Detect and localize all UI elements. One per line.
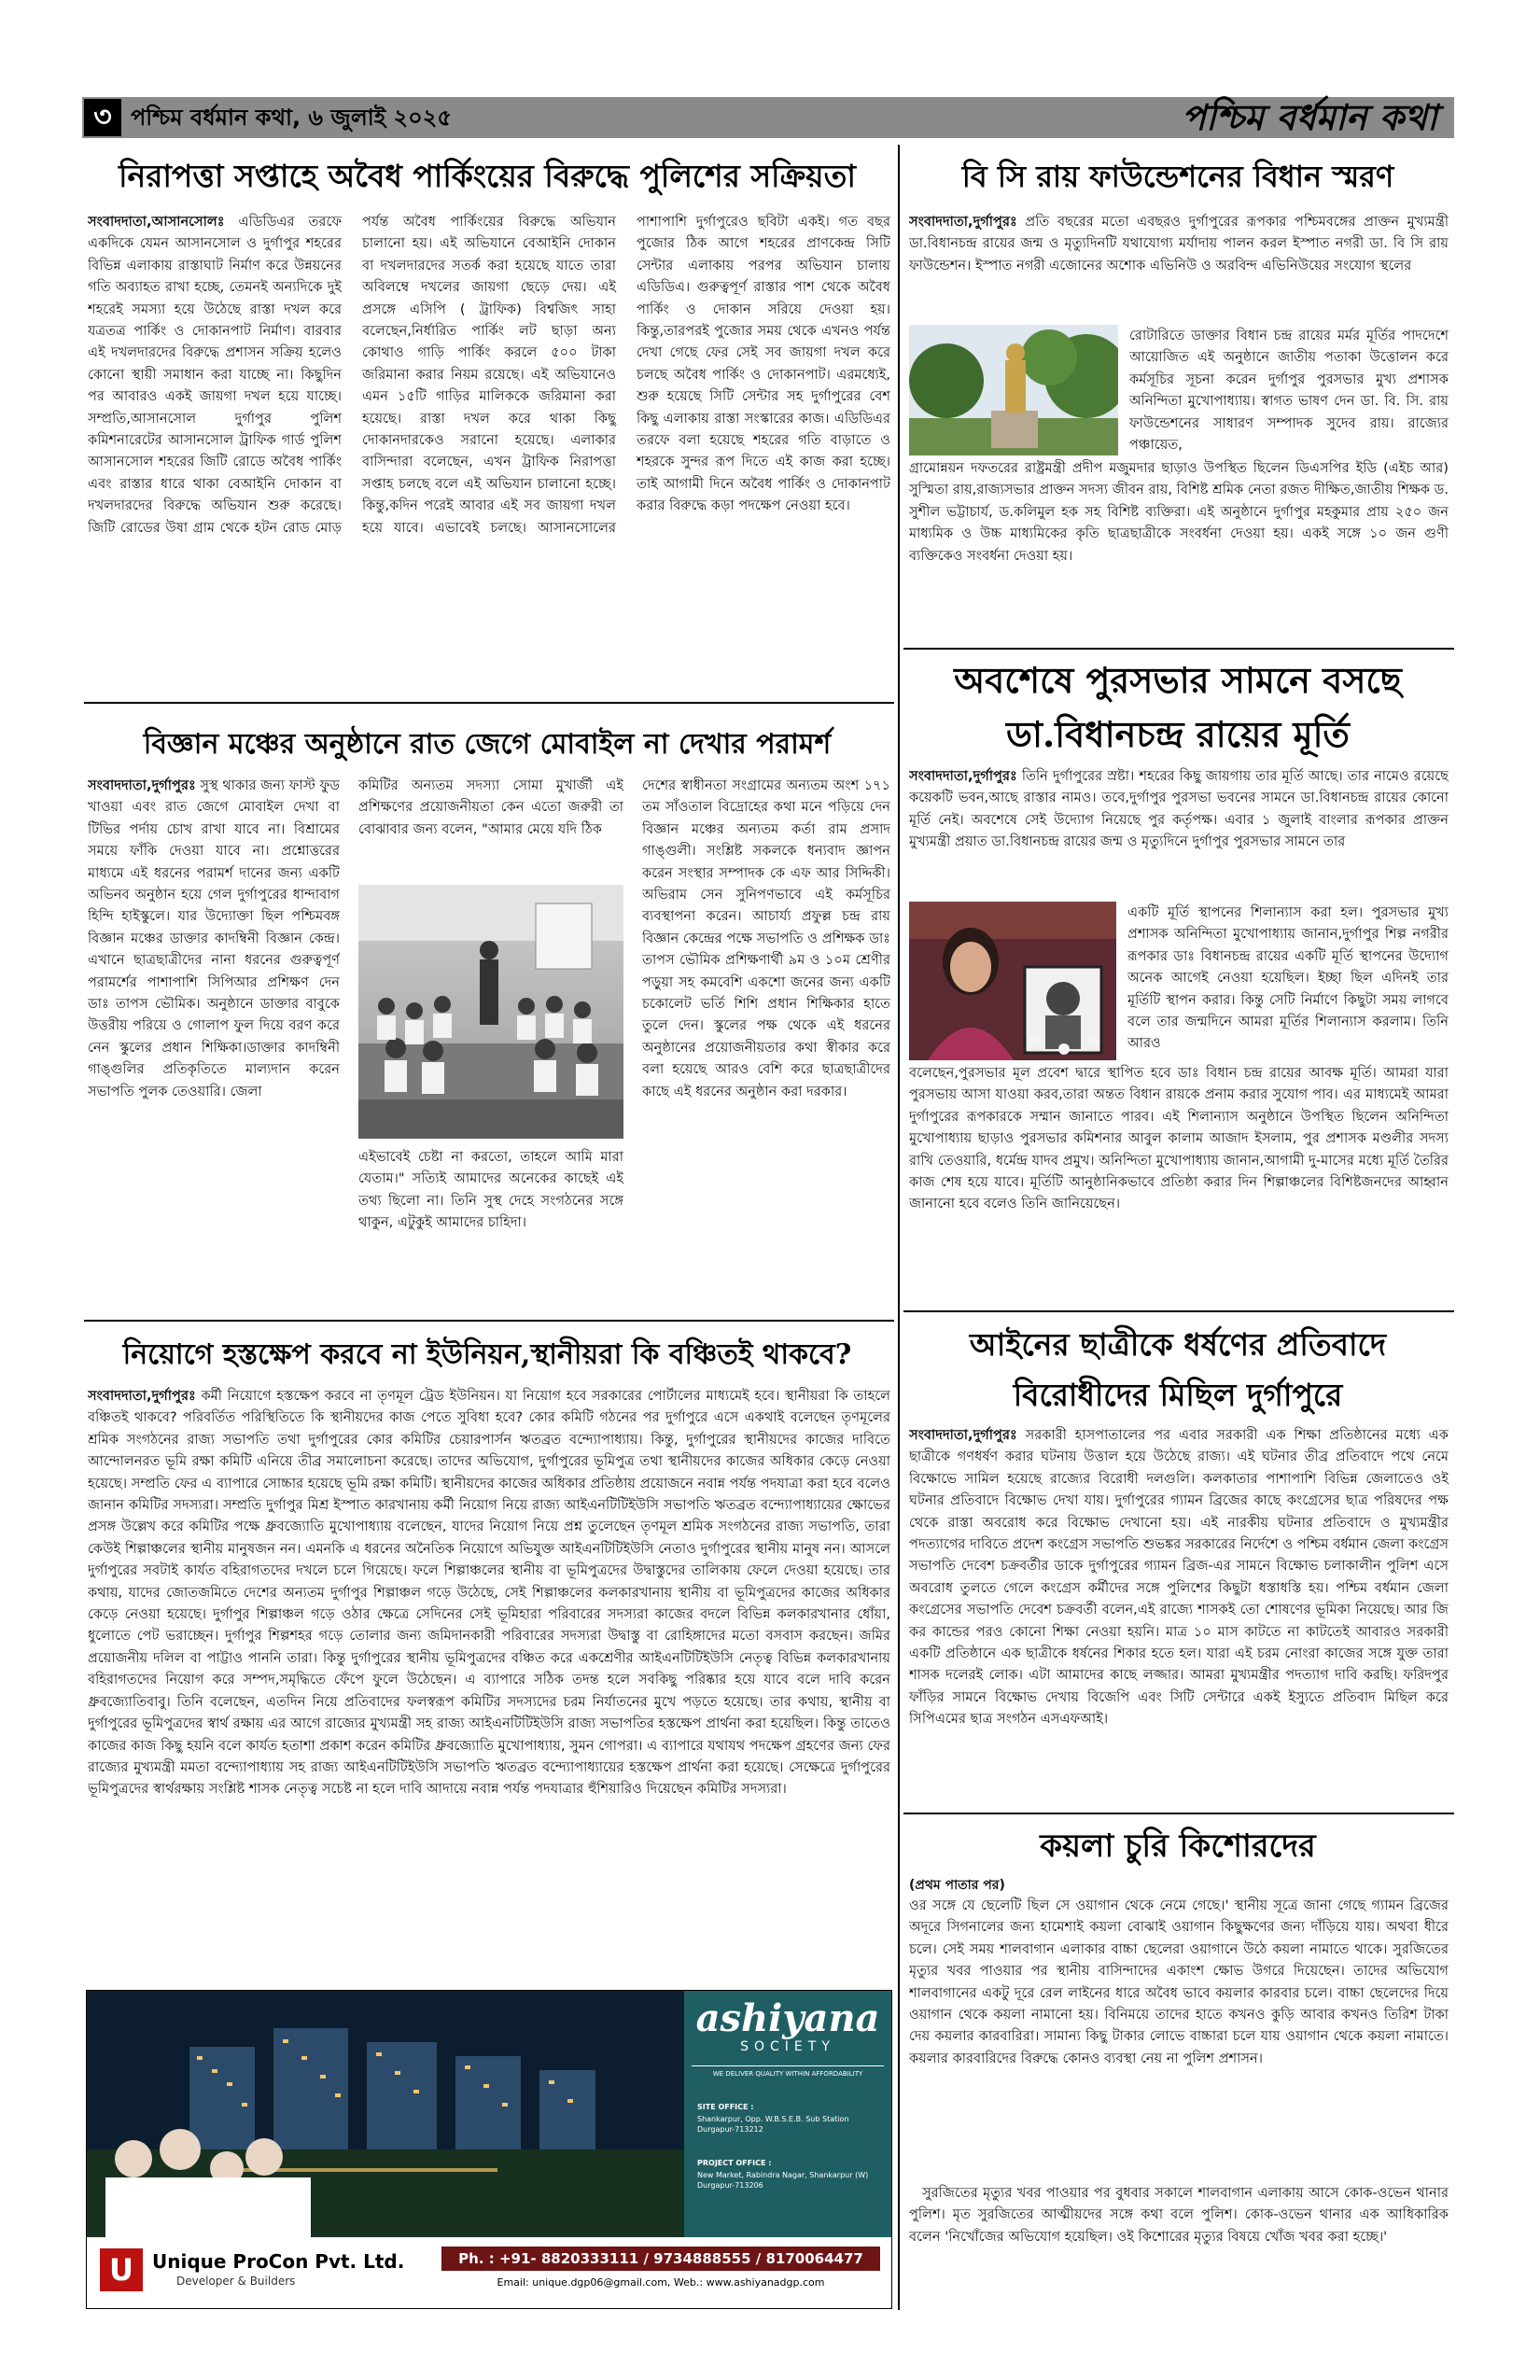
protest-text: সরকারী হাসপাতালের পর এবার সরকারী এক শিক্ষা প্রতিষ্ঠানের মধ্যে এক ছাত্রীকে গণধর্ষণ করার ঘটনায় উত্তাল হয়ে উঠেছে রাজ্য। এই ঘটনার তীব্র প্রতিবাদে পথে নেমে বিক্ষোভে সামিল হয়েছে রাজ্যের বিরোধী দলগুলি। কলকাতার পাশাপাশি বিভিন্ন জেলাতেও ওই ঘটনার প্রতিবাদে বিক্ষোভ দেখা যায়। দুর্গাপুরের গ্যামন ব্রিজের কাছে কংগ্রেসের ছাত্র পরিষদের পক্ষ থেকে রাস্তা অবরোধ করে বিক্ষোভ দেখানো হয়। এই নারকীয় ঘটনার প্রতিবাদে ও মুখ্যমন্ত্রীর পদত্যাগের দাবিতে প্রদেশ কংগ্রেস সভাপতি শুভঙ্কর সরকারের নির্দেশে ও পশ্চিম বর্ধমান জেলা কংগ্রেস সভাপতি দেবেশ চক্রবর্তীর ডাকে দুর্গাপুরের গ্যামন ব্রিজ-এর সামনে বিক্ষোভ চলাকালীন পুলিশ এসে অবরোধ তুলতে গেলে কংগ্রেস কর্মীদের সঙ্গে পুলিশের কিছুটা ধস্তাধস্তি হয়। পশ্চিম বর্ধমান জেলা কংগ্রেসের সভাপতি দেবেশ চক্রবর্তী বলেন,এই রাজ্যে শাসকই তো শোষণের ভূমিকা নিয়েছে। আর জি কর কান্ডের পরও কোনো শিক্ষা নেওয়া হয়নি। মাত্র ১০ মাস কাটতে না কাটতেই আবারও সরকারী একটি প্রতিষ্ঠানে এক ছাত্রীকে ধর্ষনের শিকার হতে হল। যারা এই চরম নোংরা কাজের সঙ্গে যুক্ত তারা শাসক দলেরই লোক। এটা আমাদের কাছে লজ্জার। আমরা মুখ্যমন্ত্রীর পদত্যাগ দাবি করছি। ফরিদপুর ফাঁড়ির সামনে বিক্ষোভ দেখায় বিজেপি এবং সিটি সেন্টারে একই ইস্যুতে প্রতিবাদ মিছিল করে সিপিএমের ছাত্র সংগঠন এসএফআই।	[909, 1427, 1449, 1728]
statue-rest: বলেছেন,পুরসভার মূল প্রবেশ দ্বারে স্থাপিত হবে ডাঃ বিধান চন্দ্র রায়ের আবক্ষ মূর্তি। আমরা যারা পুরসভায় আসা যাওয়া করব,তারা অন্তত বিধান রায়কে প্রনাম করার সুযোগ পাব। এর মাধ্যমেই আমরা দুর্গাপুরের রূপকারকে সম্মান জানাতে পারব। এই শিলান্যাস অনুষ্ঠানে উপস্থিত ছিলেন অনিন্দিতা মুখোপাধ্যায় ছাড়াও পুরসভার কমিশনার আবুল কালাম আজাদ ইসলাম, পুর প্রশাসক মণ্ডলীর সদস্য রাখি তেওয়ারি, ধর্মেন্দ্র যাদব প্রমুখ। অনিন্দিতা মুখোপাধ্যায় জানান,আগামী দু-মাসের মধ্যে মূর্তি তৈরির কাজ শেষ হয়ে যাবে। মূর্তিটি আনুষ্ঠানিকভাবে প্রতিষ্ঠা করার দিন শিল্পাঞ্চলের বিশিষ্টজনদের আহ্বান জানানো হবে বলেও তিনি জানিয়েছেন।	[909, 1065, 1449, 1212]
union-body	[88, 1385, 890, 1982]
ad-info-panel	[684, 1991, 891, 2237]
science-col2-top: কমিটির অন্যতম সদস্যা সোমা মুখার্জী এই প্রশিক্ষণের প্রয়োজনীয়তা কেন এতো জরুরী তা বোঝাবার জন্য বলেন, "আমার মেয়ে যদি ঠিক	[358, 777, 623, 837]
ad-company-sub: Developer & Builders	[176, 2275, 296, 2288]
coal-body-2: সুরজিতের মৃত্যুর খবর পাওয়ার পর বুধবার সকালে শালবাগান এলাকায় আসে কোক-ওভেন থানার পুলিশ। মৃত সুরজিতের আত্মীয়দের সঙ্গে কথা বলে পুলিশ। কোক-ওভেন থানার এক আধিকারিক বলেন 'নিখোঁজের অভিযোগ হয়েছিল। ওই কিশোরের মৃত্যুর বিষয়ে খোঁজ খবর করা হচ্ছে।'	[909, 2185, 1449, 2245]
union-dateline: সংবাদদাতা,দুর্গাপুরঃ	[88, 1388, 196, 1404]
coal-body: ওর সঙ্গে যে ছেলেটি ছিল সে ওয়াগান থেকে নেমে গেছে।' স্থানীয় সূত্রে জানা গেছে গ্যামন ব্রিজের অদূরে সিগনালের জন্য হামেশাই কয়লা বোঝাই ওয়াগান কিছুক্ষণের জন্য দাঁড়িয়ে যায়। অথবা ধীরে চলে। সেই সময় শালবাগান এলাকার বাচ্চা ছেলেরা ওয়াগানে উঠে কয়লা নামাতে থাকে। সুরজিতের মৃত্যুর খবর পাওয়ার পর স্থানীয় বাসিন্দাদের একাংশ ক্ষোভ উগরে দিয়েছেন। তাদের অভিযোগ শালবাগানের একটু দূরে রেল লাইনের ধারে অবৈধ ভাবে কয়লার কারবার চলে। বাচ্চা ছেলেদের দিয়ে ওয়াগান থেকে কয়লা নামানো হয়। বিনিময়ে তাদের হাতে কখনও কুড়ি আবার কখনও তিরিশ টাকা দেয় কয়লার কারবারিরা। সামান্য কিছু টাকার লোভে বাচ্চারা চলে যায় ওয়াগান থেকে কয়লা নামাতে। কয়লার কারবারিদের বিরুদ্ধে কোনও ব্যবস্থা নেয় না পুলিশ প্রশাসন।	[909, 1897, 1449, 2066]
protest-headline-line1: আইনের ছাত্রীকে ধর্ষণের প্রতিবাদে	[969, 1326, 1387, 1363]
union-headline: নিয়োগে হস্তক্ষেপ করবে না ইউনিয়ন,স্থানীয়রা কি বঞ্চিতই থাকবে?	[122, 1338, 852, 1371]
bcroy-statue-photo	[909, 325, 1118, 455]
parking-headline: নিরাপত্তা সপ্তাহে অবৈধ পার্কিংয়ের বিরুদ্ধে পুলিশের সক্রিয়তা	[119, 158, 856, 194]
ad-phone: Ph. : +91- 8820333111 / 9734888555 / 8170064477	[441, 2247, 880, 2271]
protest-body	[909, 1424, 1449, 1807]
ad-site-office-label: SITE OFFICE :	[697, 2103, 754, 2111]
ad-company: Unique ProCon Pvt. Ltd.	[152, 2250, 405, 2273]
bcroy-dateline: সংবাদদাতা,দুর্গাপুরঃ	[909, 214, 1017, 230]
official-portrait-image	[909, 902, 1116, 1060]
section-divider	[903, 648, 1454, 650]
science-col3: দেশের স্বাধীনতা সংগ্রামের অন্যতম অংশ ১৭১ তম সাঁওতাল বিদ্রোহের কথা মনে পড়িয়ে দেন বিজ্ঞান মঞ্চের অন্যতম কর্তা রাম প্রসাদ গাঙ্গুলী। সংশ্লিষ্ট সকলকে ধন্যবাদ জ্ঞাপন করেন সংস্থার সম্পাদক কে এফ আর সিদ্দিকী। অভিরাম সেন সুনিপণভাবে এই কর্মসূচির ব্যবস্থাপনা করেন। আচার্য্য প্রফুল্ল চন্দ্র রায় বিজ্ঞান কেন্দ্রের পক্ষে সভাপতি ও প্রশিক্ষক ডাঃ তাপস ভৌমিক প্রশিক্ষণার্থী ৯ম ও ১০ম শ্রেণীর পড়ুয়া সহ কমবেশি একশো জনের জন্য একটি চকোলেট ভর্তি শিশি প্রধান শিক্ষিকার হাতে তুলে দেন। স্কুলের পক্ষ থেকে এই ধরনের অনুষ্ঠানের প্রয়োজনীয়তার কথা স্বীকার করে বলা হয়েছে আরও বেশি করে ছাত্রছাত্রীদের কাছে এই ধরনের অনুষ্ঠান করা দরকার।	[642, 777, 890, 1099]
ad-project-office-label: PROJECT OFFICE :	[697, 2159, 772, 2167]
protest-headline-line2: বিরোধীদের মিছিল দুর্গাপুরে	[1013, 1377, 1343, 1413]
section-divider	[84, 702, 894, 704]
science-dateline: সংবাদদাতা,দুর্গাপুরঃ	[88, 777, 196, 793]
section-divider	[903, 1310, 1454, 1312]
page-number: ৩	[84, 99, 121, 136]
building-render-image	[87, 1991, 684, 2237]
masthead-dateline: পশ্চিম বর্ধমান কথা, ৬ জুলাই ২০২৫	[131, 105, 452, 131]
statue-headline-line2: ডা.বিধানচন্দ্র রায়ের মূর্তি	[1006, 713, 1350, 755]
statue-photo-image	[909, 325, 1118, 455]
ad-night-render	[87, 1991, 684, 2237]
parking-dateline: সংবাদদাতা,আসানসোলঃ	[88, 214, 225, 230]
ad-project-office: New Market, Rabindra Nagar, Shankarpur (W) Durgapur-713206	[697, 2171, 869, 2190]
bcroy-intro	[909, 211, 1449, 323]
statue-beside-photo: একটি মূর্তি স্থাপনের শিলান্যাস করা হল। পুরসভার মুখ্য প্রশাসক অনিন্দিতা মুখোপাধ্যায় জানান,দুর্গাপুর শিল্প নগরীর রূপকার ডাঃ বিধানচন্দ্র রায়ের একটি মূর্তি স্থাপনের উদ্যোগ অনেক আগেই নেওয়া হয়েছিল। ইচ্ছা ছিল এদিনই তার মূর্তিটি স্থাপন করার। কিন্তু সেটি নির্মাণে কিছুটা সময় লাগবে বলে তার জন্মদিনে আমরা মূর্তির শিলান্যাস করলাম। তিনি আরও	[1127, 904, 1449, 1052]
ad-site-office: Shankarpur, Opp. W.B.S.E.B. Sub Station Durgapur-713212	[697, 2115, 849, 2134]
union-text: কর্মী নিয়োগে হস্তক্ষেপ করবে না তৃণমূল ট্রেড ইউনিয়ন। যা নিয়োগ হবে সরকারের পোর্টালের মাধ্যমেই হবে। স্থানীয়রা কি তাহলে বঞ্চিতই থাকবে? পরিবর্তিত পরিস্থিতিতে কি স্থানীয়দের কাজ পেতে সুবিধা হবে? কোর কমিটি গঠনের পর দুর্গাপুরে এসে একথাই বলেছেন তৃণমূলের শ্রমিক সংগঠনের রাজ্য সভাপতি তথা দুর্গাপুরের কোর কমিটির চেয়ারপার্সন ঋতব্রত বন্দ্যোপাধ্যায়। কিন্তু, দুর্গাপুরের স্থানীয়দের কাজের দাবিতে আন্দোলনরত ভূমি রক্ষা কমিটি এনিয়ে তীব্র সমালোচনা করেছে। তাদের অভিযোগ, দুর্গাপুরের ভূমিপুত্র তথা স্থানীয়দের কাজের অধিকার কেড়ে নেওয়া হয়েছে। সম্প্রতি ফের এ ব্যাপারে সোচ্চার হয়েছে ভূমি রক্ষা কমিটি। স্থানীয়দের কাজের অধিকার প্রতিষ্ঠায় প্রয়োজনে নবান্ন পর্যন্ত পদযাত্রা করা হবে বলেও জানান কমিটির সদস্যরা। সম্প্রতি দুর্গাপুর মিশ্র ইস্পাত কারখানায় কর্মী নিয়োগ নিয়ে রাজ্য আইএনটিটিইউসি সভাপতি ঋতব্রত বন্দ্যোপাধ্যায়ের ক্ষোভের প্রসঙ্গ উল্লেখ করে কমিটির পক্ষে ধ্রুবজ্যোতি মুখোপাধ্যায় বলেছেন, যাদের নিয়োগ নিয়ে প্রশ্ন তুলেছেন তৃণমূল শ্রমিক সংগঠনের রাজ্য সভাপতি, তারা কেউই শিল্পাঞ্চলের স্থানীয় মানুষজন নন। এমনকি এ ধরনের অনৈতিক নিয়োগে অভিযুক্ত আইএনটিটিইউসি নেতাও দুর্গাপুরের স্থানীয় মানুষ নন। আসলে দুর্গাপুরের সবটাই কার্যত বহিরাগতদের দখলে চলে গিয়েছে। ফলে শিল্পাঞ্চলের স্থানীয় বা ভূমিপুত্রদের উদ্বাস্তুদের তালিকায় ফেলে দেওয়া হয়েছে। তার কথায়, যাদের জোতজমিতে দেশের অন্যতম দুর্গাপুর শিল্পাঞ্চল গড়ে উঠেছে, সেই শিল্পাঞ্চলের কলকারখানায় স্থানীয় বা ভূমিপুত্রদের কাজের অধিকার কেড়ে নেওয়া হয়েছে। দুর্গাপুর শিল্পাঞ্চল গড়ে ওঠার ক্ষেত্রে সেদিনের সেই ভূমিহারা পরিবারের সদস্যরা কাজের বদলে বিভিন্ন কলকারখানার ধোঁয়া, ধুলোতে পেট ভরাচ্ছেন। দুর্গাপুর শিল্পশহর গড়ে তোলার জন্য জমিদানকারী পরিবারের সদস্যরা উদ্বাস্তু বা রোহিঙ্গাদের মতো বসবাস করছেন। জমির প্রয়োজনীয় দলিল বা পাট্টাও পাননি তারা। কিন্তু দুর্গাপুরের স্থানীয় ভূমিপুত্রদের বঞ্চিত করে একশ্রেণীর আইএনটিটিইউসি নেতৃত্ব বিভিন্ন কলকারখানায় বহিরাগতদের নিয়োগ করে সম্পদ,সমৃদ্ধিতে ফেঁপে ফুলে উঠেছেন। এ ব্যাপারে সঠিক তদন্ত হলে সবকিছু পরিষ্কার হয়ে যাবে বলে দাবি করেন ধ্রুবজ্যোতিবাবু। তিনি বলেছেন, এতদিন নিয়ে প্রতিবাদের ফলস্বরূপ কমিটির সদস্যদের চরম নির্যাতনের মুখে পড়তে হয়েছে। তার কথায়, স্থানীয় বা দুর্গাপুরের ভূমিপুত্রদের স্বার্থ রক্ষায় এর আগে রাজ্যের মুখ্যমন্ত্রী সহ রাজ্য আইএনটিটিইউসি রাজ্য সভাপতির হস্তক্ষেপ প্রার্থনা করা হয়েছিল। কিন্তু তাতেও কাজের কাজ কিছু হয়নি বলে কার্যত হতাশা প্রকাশ করেন কমিটির ধ্রুবজ্যোতি মুখোপাধ্যায়, সুমন গোপরা। এ ব্যাপারে যথাযথ পদক্ষেপ গ্রহণের জন্য ফের রাজ্যের মুখ্যমন্ত্রী মমতা বন্দ্যোপাধ্যায় সহ রাজ্য আইএনটিটিইউসি সভাপতি ঋতব্রত বন্দ্যোপাধ্যায়ের হস্তক্ষেপ প্রার্থনা করা হয়েছে। সেক্ষেত্রে দুর্গাপুরের ভূমিপুত্রদের স্বার্থরক্ষায় সংশ্লিষ্ট শাসক নেতৃত্ব সচেষ্ট না হলে দাবি আদায়ে নবান্ন পর্যন্ত পদযাত্রার হুঁশিয়ারিও দিয়েছেন কমিটির সদস্যরা।	[88, 1388, 890, 1798]
bcroy-intro-text: প্রতি বছরের মতো এবছরও দুর্গাপুরের রূপকার পশ্চিমবঙ্গের প্রাক্তন মুখ্যমন্ত্রী ডা.বিধানচন্দ্র রায়ের জন্ম ও মৃত্যুদিনটি যথাযোগ্য মর্যাদায় পালন করল ইস্পাত নগরী ডা. বি সি রায় ফাউন্ডেশন। ইস্পাত নগরী এজোনের অশোক এভিনিউ ও অরবিন্দ এভিনিউয়ের সংযোগ স্থলের	[909, 214, 1449, 273]
statue-portrait-photo	[909, 902, 1116, 1060]
science-col1	[88, 775, 340, 1311]
bcroy-beside-photo: রোটারিতে ডাক্তার বিধান চন্দ্র রায়ের মর্মর মূর্তির পাদদেশে আয়োজিত এই অনুষ্ঠানে জাতীয় পতাকা উত্তোলন করে কর্মসূচির সূচনা করেন দুর্গাপুর পুরসভার মুখ্য প্রশাসক অনিন্দিতা মুখোপাধ্যায়। স্বাগত ভাষণ দেন ডা. বি. সি. রায় ফাউন্ডেশনের সাধারণ সম্পাদক সুদেব রায়। রাজ্যের পঞ্চায়েত,	[1129, 328, 1449, 454]
bcroy-headline: বি সি রায় ফাউন্ডেশনের বিধান স্মরণ	[961, 159, 1394, 194]
ad-footer	[87, 2237, 891, 2308]
coal-headline: কয়লা চুরি কিশোরদের	[1040, 1827, 1316, 1865]
ad-banner	[86, 1990, 892, 2309]
ad-email: Email: unique.dgp06@gmail.com, Web.: www.ashiyanadgp.com	[497, 2276, 825, 2289]
company-logo-icon: U	[100, 2248, 143, 2291]
statue-dateline: সংবাদদাতা,দুর্গাপুরঃ	[909, 768, 1017, 784]
science-col1-text: সুস্থ থাকার জন্য ফাস্ট ফুড খাওয়া এবং রাত জেগে মোবাইল দেখা বা টিভির পর্দায় চোখ রাখা যাবে না। বিশ্রামের সময়ে ফাঁকি দেওয়া যাবে না। প্রশ্নোত্তরের মাধ্যমে এই ধরনের পরামর্শ দানের জন্য একটি অভিনব অনুষ্ঠান হয়ে গেল দুর্গাপুরের ধান্দাবাগ হিন্দি হাইস্কুলে। যার উদ্যোক্তা ছিল পশ্চিমবঙ্গ বিজ্ঞান মঞ্চের ডাক্তার কাদম্বিনী বিজ্ঞান কেন্দ্র। এখানে ছাত্রছাত্রীদের নানা ধরনের গুরুত্বপূর্ণ পরামর্শের পাশাপাশি সিপিআর প্রশিক্ষণ দেন ডাঃ তাপস ভৌমিক। অনুষ্ঠানে ডাক্তার বাবুকে উত্তরীয় পরিয়ে ও গোলাপ ফুল দিয়ে বরণ করে নেন স্কুলের প্রধান শিক্ষিকা।ডাক্তার কাদম্বিনী গাঙ্গুলির প্রতিকৃতিতে মাল্যদান করেন সভাপতি পুলক তেওয়ারি। জেলা	[88, 777, 340, 1099]
protest-dateline: সংবাদদাতা,দুর্গাপুরঃ	[909, 1427, 1017, 1443]
bcroy-rest: গ্রামোন্নয়ন দফতরের রাষ্ট্রমন্ত্রী প্রদীপ মজুমদার ছাড়াও উপস্থিত ছিলেন ডিএসপির ইডি (এইচ আর) সুস্মিতা রায়,রাজ্যসভার প্রাক্তন সদস্য জীবন রায়, বিশিষ্ট শ্রমিক নেতা রজত দীক্ষিত,জাতীয় শিক্ষক ড. সুশীল ভট্টাচার্য, ড.কলিমুল হক সহ বিশিষ্ট ব্যক্তিরা। এই অনুষ্ঠানে দুর্গাপুর মহকুমার প্রায় ২৫০ জন মাধ্যমিক ও উচ্চ মাধ্যমিকের কৃতি ছাত্রছাত্রীকে সংবর্ধনা দেওয়া হয়। একই সঙ্গে ১০ জন গুণী ব্যক্তিকেও সংবর্ধনা দেওয়া হয়।	[909, 460, 1449, 564]
science-headline: বিজ্ঞান মঞ্চের অনুষ্ঠানে রাত জেগে মোবাইল না দেখার পরামর্শ	[143, 728, 832, 761]
coal-continued: (প্রথম পাতার পর)	[909, 1878, 1005, 1893]
paper-name: পশ্চিম বর্ধমান কথা	[1182, 97, 1437, 138]
statue-intro	[909, 765, 1449, 900]
column-divider	[898, 145, 900, 2310]
statue-intro-text: তিনি দুর্গাপুরের স্রষ্টা। শহরের কিছু জায়গায় তার মূর্তি আছে। তার নামেও রয়েছে কয়েকটি ভবন,আছে রাস্তার নামও। তবে,দুর্গাপুর পুরসভা ভবনের সামনে ডা.বিধানচন্দ্র রায়ের কোনো মূর্তি নেই। অবশেষে সেই উদ্যোগ নিয়েছে পুর কর্তৃপক্ষ। এবার ১ জুলাই বাংলার রূপকার প্রাক্তন মুখ্যমন্ত্রী প্রয়াত ডা.বিধানচন্দ্র রায়ের জন্ম ও মৃত্যুদিনে দুর্গাপুর পুরসভার সামনে তার	[909, 768, 1449, 850]
ad-brand-sub: SOCIETY	[740, 2039, 835, 2054]
science-photo	[358, 885, 623, 1139]
parking-body	[88, 211, 890, 694]
ad-brand: ashiyana	[695, 1996, 880, 2040]
section-divider	[84, 1320, 894, 1322]
science-col2-bottom: এইভাবেই চেষ্টা না করতো, তাহলে আমি মারা যেতাম।" সত্যিই আমাদের অনেকের কাছেই এই তথ্য ছিলো না। তিনি সুস্থ দেহে সংগঠনের সঙ্গে থাকুন, এটুকুই আমাদের চাহিদা।	[358, 1149, 623, 1231]
classroom-photo-image	[358, 885, 623, 1139]
parking-text: এডিডিএর তরফে একদিকে যেমন আসানসোল ও দুর্গাপুর শহরের বিভিন্ন এলাকায় রাস্তাঘাট নির্মাণ করে উন্নয়নের গতি অব্যাহত রাখা হচ্ছে, তেমনই অন্যদিকে দুই শহরেই সমস্যা হয়ে উঠেছে রাস্তা দখল করে যত্রতত্র পার্কিং ও দোকানপাট নির্মাণ। বারবার এই দখলদারদের বিরুদ্ধে প্রশাসন সক্রিয় হলেও কোনো স্থায়ী সমাধান করা যাচ্ছে না। কিছুদিন পর আবারও একই জায়গা দখল হয়ে যাচ্ছে। সম্প্রতি,আসানসোল দুর্গাপুর পুলিশ কমিশনারেটের আসানসোল ট্রাফিক গার্ড পুলিশ আসানসোল শহরের জিটি রোডে অবৈধ পার্কিং এবং রাস্তার ধারে থাকা বেআইনি দোকান বা দখলদারদের বিরুদ্ধে অভিযান শুরু করেছে। জিটি রোডের উষা গ্রাম থেকে হটন রোড মোড় পর্যন্ত অবৈধ পার্কিংয়ের বিরুদ্ধে অভিযান চালানো হয়। এই অভিযানে বেআইনি দোকান বা দখলদারদের সতর্ক করা হয়েছে যাতে তারা অবিলম্বে দখলের জায়গা ছেড়ে দেয়। এই প্রসঙ্গে এসিপি ( ট্রাফিক) বিশ্বজিৎ সাহা বলেছেন,নির্ধারিত পার্কিং লট ছাড়া অন্য কোথাও গাড়ি পার্কিং করলে ৫০০ টাকা জরিমানা করার নিয়ম রয়েছে। এই অভিযানেও এমন ১৫টি গাড়ির মালিককে জরিমানা করা হয়েছে। রাস্তা দখল করে থাকা কিছু দোকানদারকেও সরানো হয়েছে। এলাকার বাসিন্দারা বলেছেন, এখন ট্রাফিক নিরাপত্তা সপ্তাহ চলছে বলে এই অভিযান চালানো হচ্ছে। কিন্তু,কদিন পরেই আবার এই সব জায়গা দখল হয়ে যাবে। এভাবেই চলছে। আসানসোলের পাশাপাশি দুর্গাপুরেও ছবিটা একই। গত বছর পুজোর ঠিক আগে শহরের প্রাণকেন্দ্র সিটি সেন্টার এলাকায় পরপর অভিযান চালায় এডিডিএ। গুরুত্বপূর্ণ রাস্তার পাশ থেকে অবৈধ পার্কিং ও দোকান সরিয়ে দেওয়া হয়। কিন্তু,তারপরই পুজোর সময় থেকে এখনও পর্যন্ত দেখা গেছে ফের সেই সব জায়গা দখল করে চলছে অবৈধ পার্কিং ও দোকানপাট। এরমধ্যেই, শুরু হয়েছে সিটি সেন্টার সহ দুর্গাপুরের বেশ কিছু এলাকায় রাস্তা সংস্কারের কাজ। এডিডিএর তরফে বলা হয়েছে শহরের গতি বাড়াতে ও শহরকে সুন্দর রূপ দিতে এই কাজ করা হচ্ছে। তাই আগামী দিনে অবৈধ পার্কিং ও দোকানপাট করার বিরুদ্ধে কড়া পদক্ষেপ নেওয়া হবে।	[88, 214, 890, 536]
ad-tagline: WE DELIVER QUALITY WITHIN AFFORDABILITY	[692, 2065, 884, 2078]
section-divider	[903, 1813, 1454, 1814]
statue-headline-line1: অবশেষে পুরসভার সামনে বসছে	[954, 659, 1402, 701]
